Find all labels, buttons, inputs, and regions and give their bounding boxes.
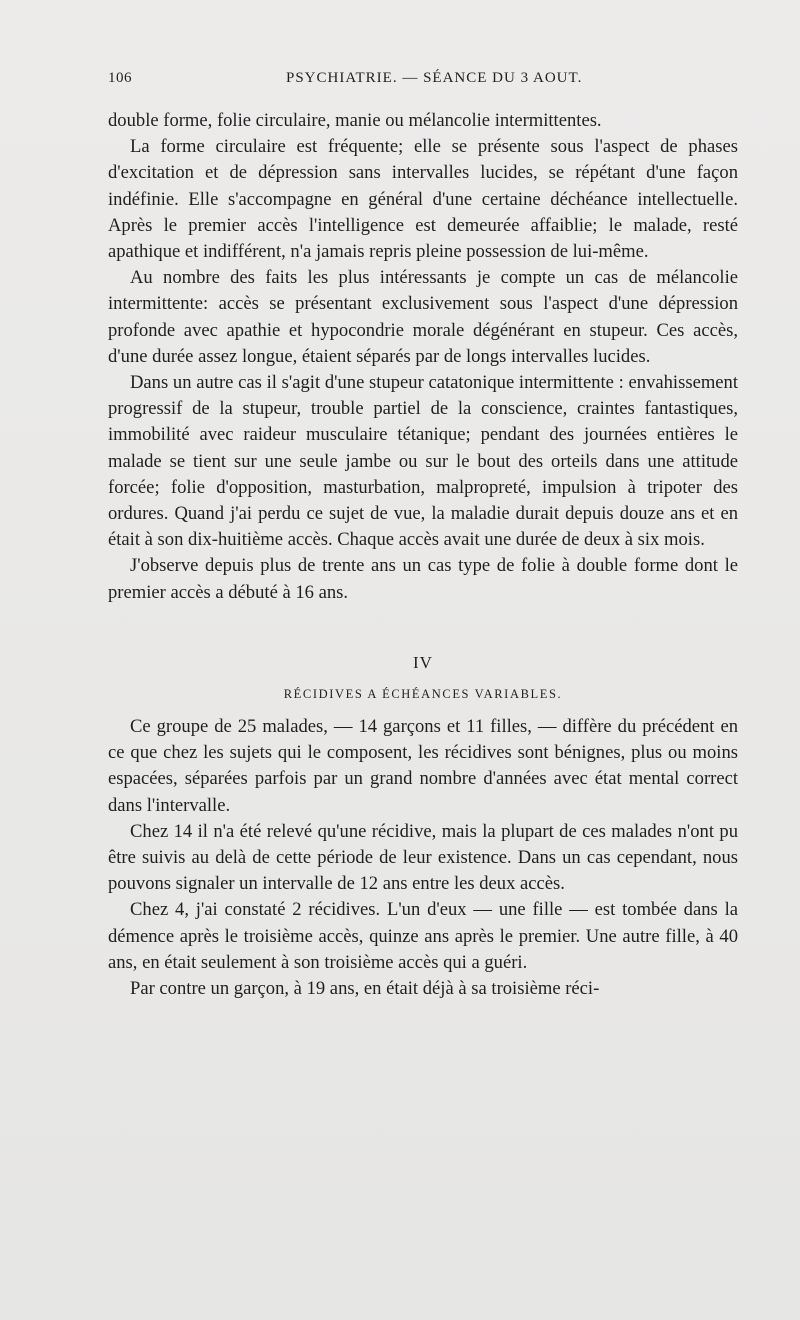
paragraph: Chez 14 il n'a été relevé qu'une récidive, mais la plupart de ces malades n'ont pu être suivis au delà de cette période de leur existence. Dans un cas cependant, nous pouvons signaler un intervalle de 12 ans entre les deux accès. (108, 820, 738, 895)
section-number: IV (413, 652, 433, 672)
paragraph: Dans un autre cas il s'agit d'une stupeur catatonique intermittente : envahissement progressif de la stupeur, trouble partiel de la conscience, craintes fantastiques, immobilité avec raideur musculaire tétanique; pendant des journées entières le malade se tient sur une seule jambe ou sur le bout des orteils dans une attitude forcée; folie d'opposition, masturbation, malpropreté, impulsion à tripoter des ordures. Quand j'ai perdu ce sujet de vue, la maladie durait depuis douze ans et en était à son dix-huitième accès. Chaque accès avait une durée de deux à six mois. (108, 372, 738, 551)
running-title: PSYCHIATRIE. — SÉANCE DU 3 AOUT. (286, 70, 583, 86)
page-body (108, 108, 738, 1002)
section-title: RÉCIDIVES A ÉCHÉANCES VARIABLES. (283, 687, 563, 702)
paragraph: double forme, folie circulaire, manie ou mélancolie intermittentes. (108, 110, 602, 131)
paragraph: La forme circulaire est fréquente; elle se présente sous l'aspect de phases d'excitation et de dépression sans intervalles lucides, se répétant d'une façon indéfinie. Elle s'accompagne en général d'une certaine déchéance intellectuelle. Après le premier accès l'intelligence est demeurée affaiblie; le malade, resté apathique et indifférent, n'a jamais repris pleine possession de lui-même. (108, 136, 738, 263)
paragraph: Par contre un garçon, à 19 ans, en était déjà à sa troisième réci- (130, 978, 600, 1000)
page-number: 106 (108, 70, 132, 86)
paragraph: J'observe depuis plus de trente ans un cas type de folie à double forme dont le premier accès a débuté à 16 ans. (108, 555, 738, 603)
paragraph: Ce groupe de 25 malades, — 14 garçons et 11 filles, — diffère du précédent en ce que chez les sujets qui le composent, les récidives sont bénignes, plus ou moins espacées, séparées parfois par un grand nombre d'années avec état mental correct dans l'intervalle. (108, 716, 738, 816)
paragraph: Chez 4, j'ai constaté 2 récidives. L'un d'eux — une fille — est tombée dans la démence après le troisième accès, quinze ans après le premier. Une autre fille, à 40 ans, en était seulement à son troisième accès qui a guéri. (108, 899, 738, 973)
paragraph: Au nombre des faits les plus intéressants je compte un cas de mélancolie intermittente: accès se présentant exclusivement sous l'aspect d'une dépression profonde avec apathie et hypocondrie morale dégénérant en stupeur. Ces accès, d'une durée assez longue, étaient séparés par de longs intervalles lucides. (108, 267, 738, 367)
